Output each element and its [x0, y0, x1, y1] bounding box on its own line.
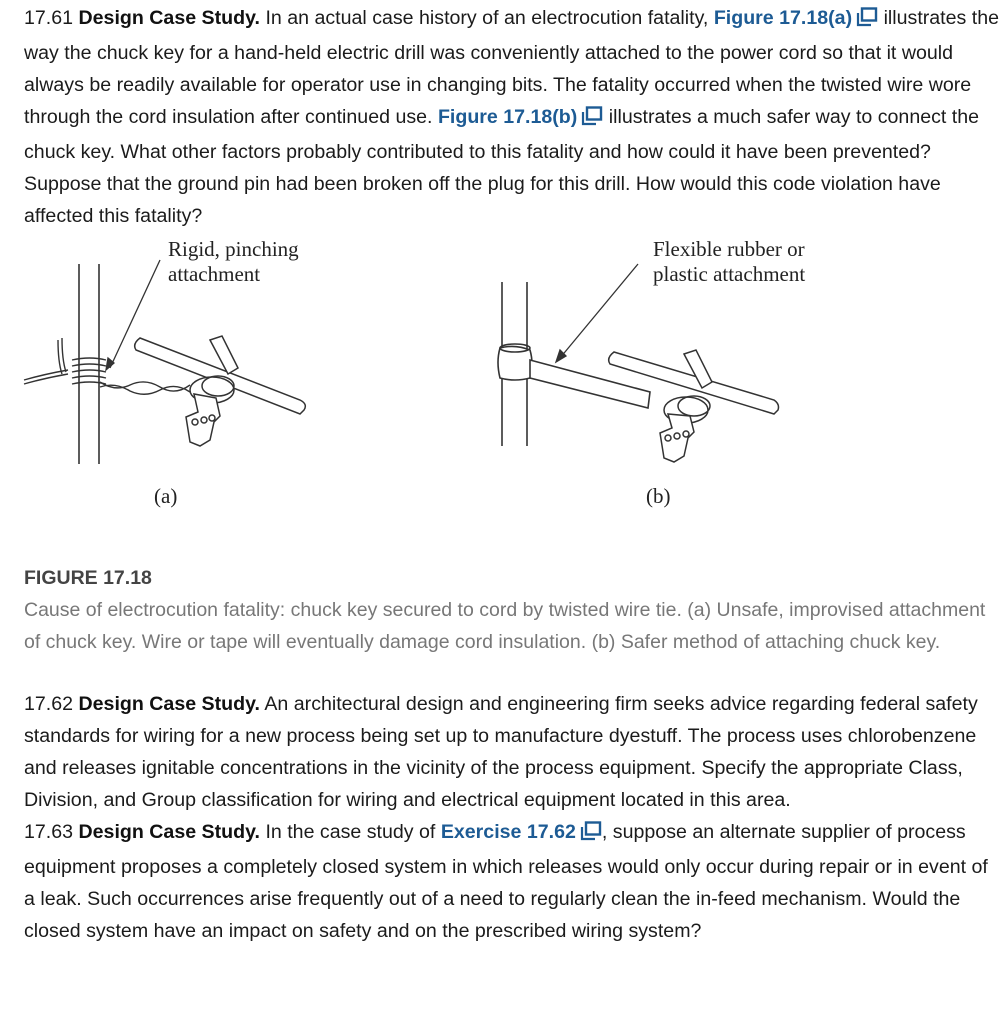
figure-title: FIGURE 17.18	[24, 567, 152, 589]
exercise-heading: Design Case Study.	[78, 7, 260, 29]
figure-link-a[interactable]: Figure 17.18(a)	[713, 7, 853, 29]
exercise-number: 17.61	[24, 7, 74, 29]
panel-label-a: (a)	[154, 484, 178, 508]
popup-icon[interactable]	[580, 819, 602, 851]
exercise-text: illustrates the way the chuck key for a hand-held electric drill was conveniently attached to the power cord so that it would always be readily available for operator use in changing bits. The fatality occurred when the twisted wire wore through the cord insulation after continued use.	[24, 7, 1000, 128]
exercise-text: In an actual case history of an electrocution fatality,	[265, 7, 709, 29]
label-a-line2: attachment	[168, 262, 261, 286]
popup-icon[interactable]	[581, 104, 603, 136]
exercise-heading: Design Case Study.	[78, 821, 260, 843]
drawing-b-clip	[498, 344, 650, 408]
label-a-line1: Rigid, pinching	[168, 237, 299, 261]
exercise-text: An architectural design and engineering firm seeks advice regarding federal safety standards for wiring for a new process being set up to manufacture dyestuff. The process uses chlorobenzene and releases ignitable concentrations in the vicinity of the process equipment. Specify the appropriate Class, Division, and Group classification for wiring and electrical equipment located in this area.	[24, 693, 978, 811]
exercise-text: , suppose an alternate supplier of process equipment proposes a completely closed system in which releases would only occur during repair or in event of a leak. Such occurrences arise frequently out of a need to regularly clean the in-feed mechanism. Would the closed system have an impact on safety and on the prescribed wiring system?	[24, 821, 988, 942]
label-b-line1: Flexible rubber or	[653, 237, 805, 261]
drawing-b-chuck-key	[609, 350, 779, 462]
figure-caption: Cause of electrocution fatality: chuck key secured to cord by twisted wire tie. (a) Unsafe, improvised attachment of chuck key. Wire or tape will eventually damage cord insulation. (b) Safer method of attaching chuck key.	[24, 599, 986, 653]
exercise-link[interactable]: Exercise 17.62	[440, 821, 576, 843]
page-content	[24, 2, 1002, 947]
panel-label-b: (b)	[646, 484, 671, 508]
drawing-a-chuck-key	[135, 336, 306, 446]
popup-icon[interactable]	[856, 5, 878, 37]
exercise-17-63	[24, 816, 1002, 947]
label-b-line2: plastic attachment	[653, 262, 806, 286]
exercise-text: In the case study of	[265, 821, 436, 843]
figure-17-18	[24, 232, 1002, 550]
figure-drawing	[0, 232, 1005, 550]
exercise-heading: Design Case Study.	[78, 693, 260, 715]
figure-link-b[interactable]: Figure 17.18(b)	[437, 106, 578, 128]
exercise-number: 17.62	[24, 693, 74, 715]
exercise-text: illustrates a much safer way to connect the chuck key. What other factors probably contributed to this fatality and how could it have been prevented? Suppose that the ground pin had been broken off the plug for this drill. How would this code violation have affected this fatality?	[24, 106, 980, 227]
exercise-17-61	[24, 2, 1002, 232]
exercise-number: 17.63	[24, 821, 74, 843]
drawing-b-leader	[556, 264, 638, 362]
exercise-17-62	[24, 688, 1002, 816]
